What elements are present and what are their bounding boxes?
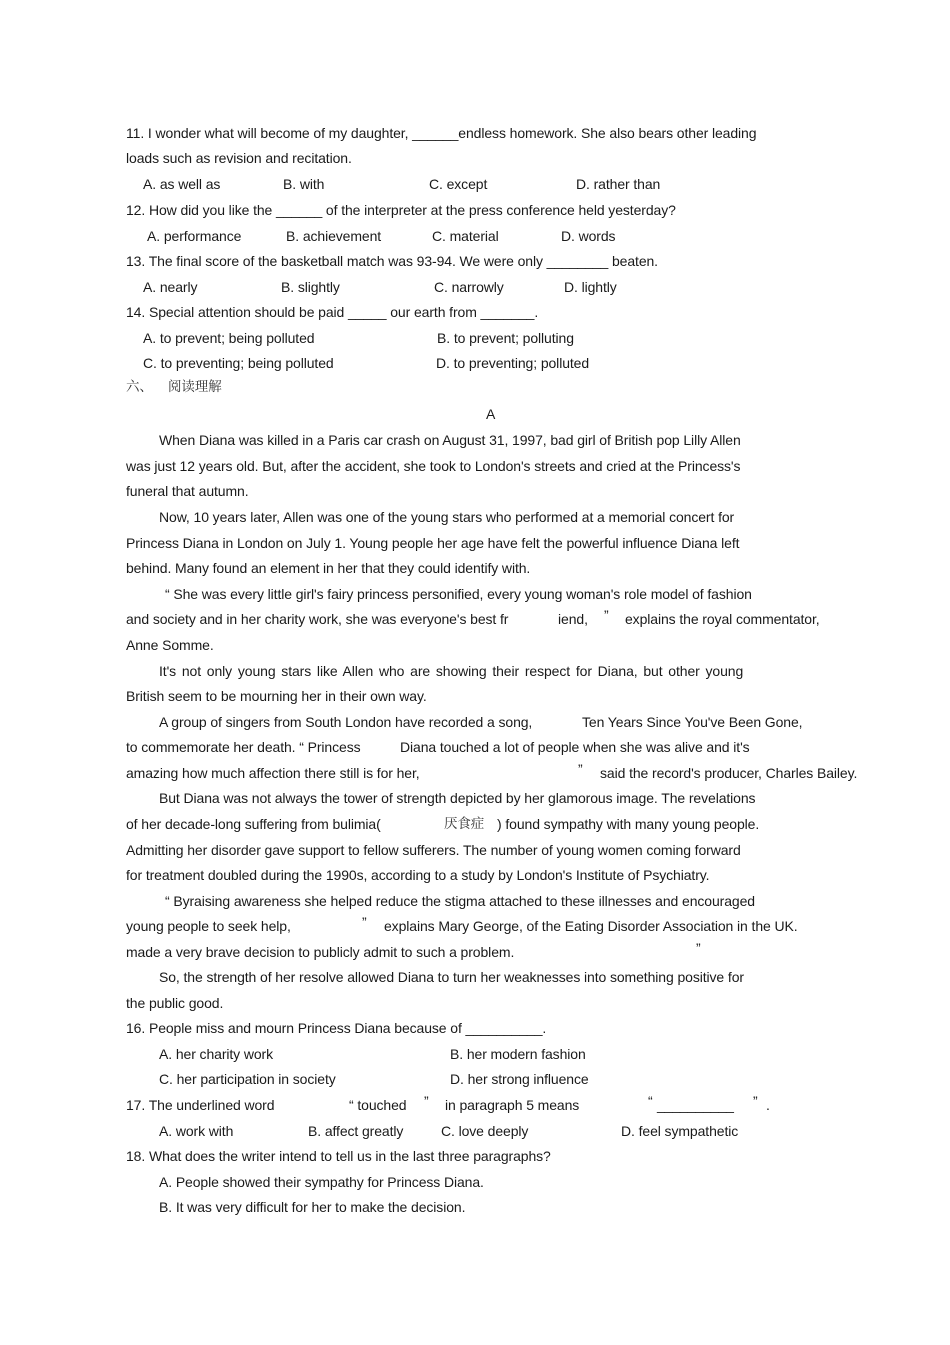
passage-line: to commemorate her death. “ Princess [126, 739, 361, 755]
passage-line: amazing how much affection there still is for her, [126, 765, 420, 781]
q11-option-b: B. with [283, 176, 325, 192]
q14-option-a: A. to prevent; being polluted [143, 330, 315, 346]
passage-line: So, the strength of her resolve allowed Diana to turn her weaknesses into something positive for [159, 969, 744, 985]
passage-line: ” [578, 761, 583, 777]
q17-close-quote: ” [424, 1093, 429, 1109]
q12-stem: 12. How did you like the ______ of the interpreter at the press conference held yesterday? [126, 202, 676, 218]
passage-line: young people to seek help, [126, 918, 291, 934]
passage-line: made a very brave decision to publicly admit to such a problem. [126, 944, 515, 960]
passage-line: “ Byraising awareness she helped reduce the stigma attached to these illnesses and encouraged [165, 893, 755, 909]
cjk-gloss: 厌食症 [444, 816, 485, 832]
passage-line: A group of singers from South London have recorded a song, [159, 714, 533, 730]
passage-label: A [486, 406, 496, 422]
passage-line: behind. Many found an element in her that they could identify with. [126, 560, 531, 576]
q17-option-a: A. work with [159, 1123, 234, 1139]
q13-option-c: C. narrowly [434, 279, 504, 295]
section-number: 六、 [126, 379, 153, 395]
q16-option-d: D. her strong influence [450, 1071, 589, 1087]
passage-line: the public good. [126, 995, 224, 1011]
q11-stem-line-1: 11. I wonder what will become of my daughter, ______endless homework. She also bears other leading [126, 125, 757, 141]
q17-option-c: C. love deeply [441, 1123, 529, 1139]
passage-line: But Diana was not always the tower of strength depicted by her glamorous image. The revelations [159, 790, 756, 806]
q14-stem: 14. Special attention should be paid _____ our earth from _______. [126, 304, 539, 320]
q16-option-c: C. her participation in society [159, 1071, 336, 1087]
section-title: 阅读理解 [168, 379, 222, 395]
passage-line: explains the royal commentator, [625, 611, 820, 627]
q17-option-b: B. affect greatly [308, 1123, 404, 1139]
q13-option-d: D. lightly [564, 279, 617, 295]
q17-period: . [766, 1097, 770, 1113]
passage-line: ) found sympathy with many young people. [497, 816, 760, 832]
q17-stem: 17. The underlined word [126, 1097, 275, 1113]
q18-option-b: B. It was very difficult for her to make the decision. [159, 1199, 466, 1215]
q12-option-a: A. performance [147, 228, 242, 244]
q12-option-b: B. achievement [286, 228, 382, 244]
q18-option-a: A. People showed their sympathy for Princess Diana. [159, 1174, 484, 1190]
passage-line: ” [604, 607, 609, 623]
passage-line: Diana touched a lot of people when she was alive and it's [400, 739, 750, 755]
passage-line: ” [362, 914, 367, 930]
q14-option-d: D. to preventing; polluted [436, 355, 590, 371]
q13-option-b: B. slightly [281, 279, 340, 295]
q17-blank: __________ [657, 1097, 734, 1113]
q16-option-b: B. her modern fashion [450, 1046, 586, 1062]
q11-option-d: D. rather than [576, 176, 661, 192]
passage-line: was just 12 years old. But, after the accident, she took to London's streets and cried at the Princess's [126, 458, 741, 474]
q11-option-a: A. as well as [143, 176, 221, 192]
passage-line: of her decade-long suffering from bulimia( [126, 816, 381, 832]
passage-line: and society and in her charity work, she was everyone's best fr [126, 611, 509, 627]
passage-line: Admitting her disorder gave support to fellow sufferers. The number of young women coming forward [126, 842, 741, 858]
q18-stem: 18. What does the writer intend to tell us in the last three paragraphs? [126, 1148, 551, 1164]
q16-stem: 16. People miss and mourn Princess Diana because of __________. [126, 1020, 547, 1036]
passage-line: iend, [558, 611, 588, 627]
q17-stem-cont: in paragraph 5 means [445, 1097, 580, 1113]
q14-option-b: B. to prevent; polluting [437, 330, 574, 346]
q13-option-a: A. nearly [143, 279, 198, 295]
song-title: Ten Years Since You've Been Gone, [582, 714, 803, 730]
passage-line: explains Mary George, of the Eating Disorder Association in the UK. [384, 918, 798, 934]
q14-option-c: C. to preventing; being polluted [143, 355, 334, 371]
passage-line: Anne Somme. [126, 637, 214, 653]
q17-close-quote-2: ” [753, 1093, 758, 1109]
passage-line: ” [696, 940, 701, 956]
passage-line: When Diana was killed in a Paris car crash on August 31, 1997, bad girl of British pop Lilly Allen [159, 432, 741, 448]
q16-option-a: A. her charity work [159, 1046, 274, 1062]
q12-option-d: D. words [561, 228, 616, 244]
passage-line: funeral that autumn. [126, 483, 249, 499]
q17-open-quote-2: “ [648, 1093, 653, 1109]
passage-line: It's not only young stars like Allen who are showing their respect for Diana, but other young [159, 663, 744, 679]
passage-line: “ She was every little girl's fairy princess personified, every young woman's role model of fashion [165, 586, 752, 602]
passage-line: Princess Diana in London on July 1. Young people her age have felt the powerful influence Diana left [126, 535, 740, 551]
passage-line: said the record's producer, Charles Bailey. [600, 765, 858, 781]
passage-line: Now, 10 years later, Allen was one of the young stars who performed at a memorial concert for [159, 509, 735, 525]
passage-line: British seem to be mourning her in their own way. [126, 688, 427, 704]
q13-stem: 13. The final score of the basketball match was 93-94. We were only ________ beaten. [126, 253, 658, 269]
q11-option-c: C. except [429, 176, 488, 192]
q11-stem-line-2: loads such as revision and recitation. [126, 150, 352, 166]
q17-option-d: D. feel sympathetic [621, 1123, 739, 1139]
q12-option-c: C. material [432, 228, 499, 244]
passage-line: for treatment doubled during the 1990s, according to a study by London's Institute of Psychiatry. [126, 867, 710, 883]
q17-quoted-word: “ touched [349, 1097, 407, 1113]
